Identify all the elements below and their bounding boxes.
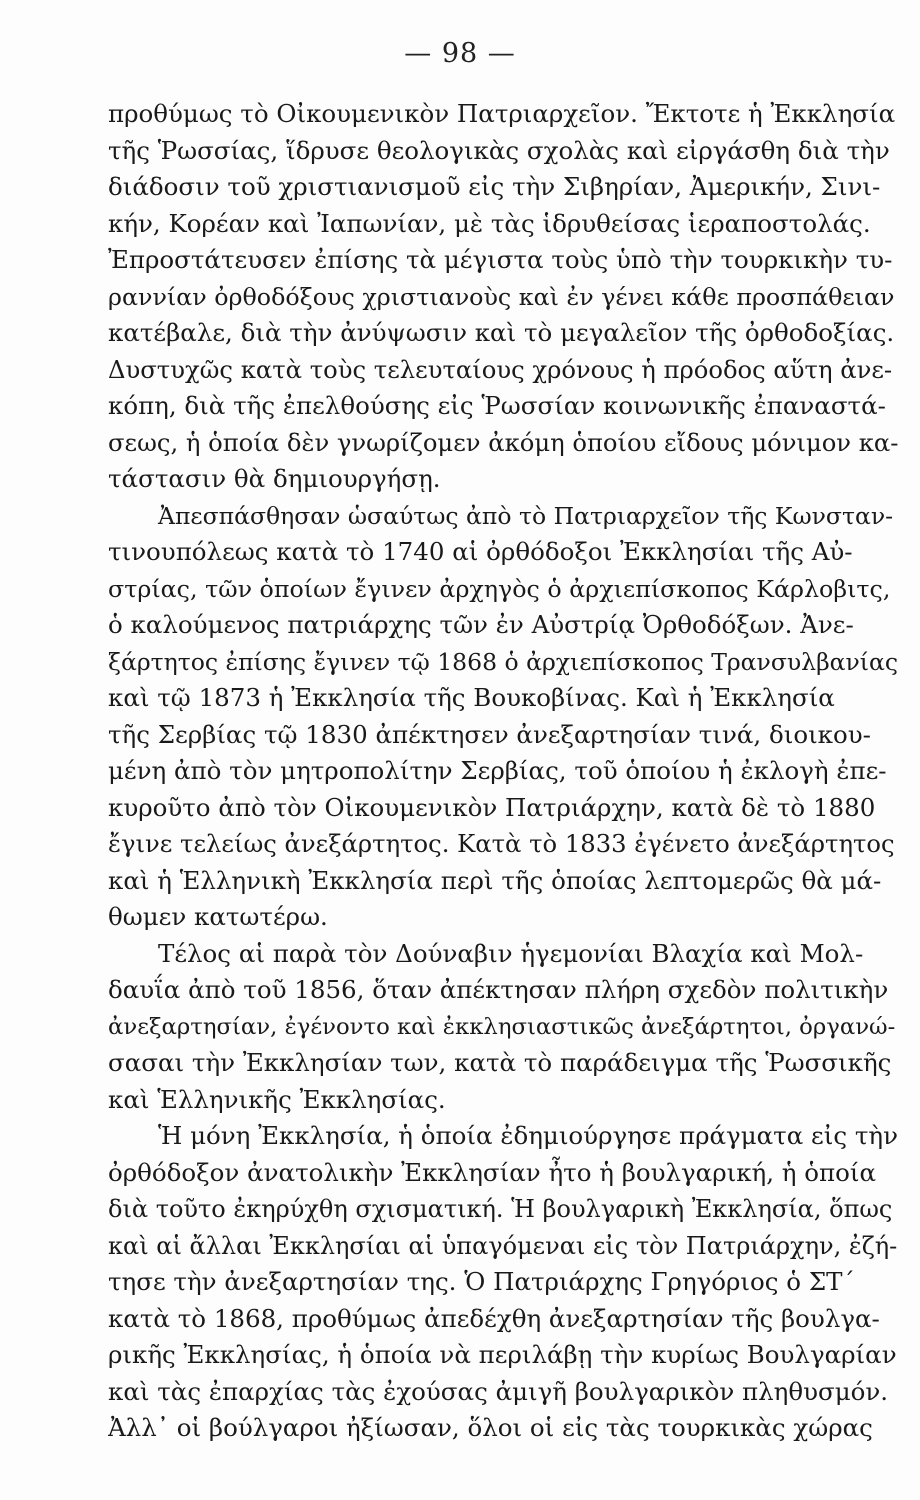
text-line: κατέβαλε, διὰ τὴν ἀνύψωσιν καὶ τὸ μεγαλεῖον τῆς ὀρθοδοξίας. <box>108 318 895 347</box>
text-line: ἀνεξαρτησίαν, ἐγένοντο καὶ ἐκκλησιαστικῶς ἀνεξάρτητοι, ὀργανώ- <box>108 1013 896 1040</box>
text-line: καὶ αἱ ἄλλαι Ἐκκλησίαι αἱ ὑπαγόμεναι εἰς τὸν Πατριάρχην, ἐζή- <box>108 1231 898 1260</box>
paragraph-3 <box>108 936 898 1119</box>
text-line: διὰ τοῦτο ἐκηρύχθη σχισματική. Ἡ βουλγαρικὴ Ἐκκλησία, ὅπως <box>108 1195 893 1223</box>
text-line: σασαι τὴν Ἐκκλησίαν των, κατὰ τὸ παράδειγμα τῆς Ῥωσσικῆς <box>108 1048 892 1077</box>
text-line: δαυΐα ἀπὸ τοῦ 1856, ὅταν ἀπέκτησαν πλήρη σχεδὸν πολιτικὴν <box>108 975 889 1004</box>
text-line: κόπη, διὰ τῆς ἐπελθούσης εἰς Ῥωσσίαν κοινωνικῆς ἐπαναστά- <box>108 391 886 420</box>
text-line: Ἀπεσπάσθησαν ὡσαύτως ἀπὸ τὸ Πατριαρχεῖον τῆς Κωνσταν- <box>158 501 894 530</box>
text-line: τῆς Ῥωσσίας, ἵδρυσε θεολογικὰς σχολὰς καὶ εἰργάσθη διὰ τὴν <box>108 135 890 165</box>
text-line: κατὰ τὸ 1868, προθύμως ἀπεδέχθη ἀνεξαρτησίαν τῆς βουλγα- <box>108 1303 880 1333</box>
text-line: στρίας, τῶν ὁποίων ἔγινεν ἀρχηγὸς ὁ ἀρχιεπίσκοπος Κάρλοβιτς, <box>108 574 891 603</box>
body-text <box>108 96 898 1447</box>
paragraph-2 <box>108 498 898 936</box>
text-line: ξάρτητος ἐπίσης ἔγινεν τῷ 1868 ὁ ἀρχιεπίσκοπος Τρανσυλβανίας <box>108 647 898 676</box>
text-line: Ἀλλ᾽ οἱ βούλγαροι ἠξίωσαν, ὅλοι οἱ εἰς τὰς τουρκικὰς χώρας <box>108 1413 873 1442</box>
text-line: ραννίαν ὀρθοδόξους χριστιανοὺς καὶ ἐν γένει κάθε προσπάθειαν <box>108 282 895 311</box>
text-line: τησε τὴν ἀνεξαρτησίαν της. Ὁ Πατριάρχης Γρηγόριος ὁ ΣΤ΄ <box>108 1267 855 1296</box>
text-line: Ἐπροστάτευσεν ἐπίσης τὰ μέγιστα τοὺς ὑπὸ τὴν τουρκικὴν τυ- <box>108 245 893 274</box>
text-line: ρικῆς Ἐκκλησίας, ἡ ὁποία νὰ περιλάβῃ τὴν κυρίως Βουλγαρίαν <box>108 1340 897 1369</box>
text-line: Ἡ μόνη Ἐκκλησία, ἡ ὁποία ἐδημιούργησε πράγματα εἰς τὴν <box>158 1121 898 1150</box>
text-line: διάδοσιν τοῦ χριστιανισμοῦ εἰς τὴν Σιβηρίαν, Ἀμερικήν, Σινι- <box>108 172 881 201</box>
text-line: ὁ καλούμενος πατριάρχης τῶν ἐν Αὐστρίᾳ Ὀρθοδόξων. Ἀνε- <box>108 610 854 639</box>
text-line: Τέλος αἱ παρὰ τὸν Δούναβιν ἡγεμονίαι Βλαχία καὶ Μολ- <box>158 938 864 968</box>
page-number: — 98 — <box>404 38 516 69</box>
text-line: τῆς Σερβίας τῷ 1830 ἀπέκτησεν ἀνεξαρτησίαν τινά, διοικου- <box>108 719 871 749</box>
text-line: σεως, ἡ ὁποία δὲν γνωρίζομεν ἀκόμη ὁποίου εἴδους μόνιμον κα- <box>108 427 898 457</box>
text-line: Δυστυχῶς κατὰ τοὺς τελευταίους χρόνους ἡ πρόοδος αὕτη ἀνε- <box>108 354 893 384</box>
text-line: μένη ἀπὸ τὸν μητροπολίτην Σερβίας, τοῦ ὁποίου ἡ ἐκλογὴ ἐπε- <box>108 756 887 785</box>
text-line: τάστασιν θὰ δημιουργήσῃ. <box>108 464 441 493</box>
text-line: προθύμως τὸ Οἰκουμενικὸν Πατριαρχεῖον. Ἔκτοτε ἡ Ἐκκλησία <box>108 99 896 128</box>
text-line: ὀρθόδοξον ἀνατολικὴν Ἐκκλησίαν ἦτο ἡ βουλγαρική, ἡ ὁποία <box>108 1157 877 1187</box>
text-line: θωμεν κατωτέρω. <box>108 902 328 931</box>
text-line: κήν, Κορέαν καὶ Ἰαπωνίαν, μὲ τὰς ἱδρυθείσας ἱεραποστολάς. <box>108 208 871 238</box>
paragraph-1 <box>108 96 898 498</box>
paragraph-4 <box>108 1118 898 1447</box>
text-line: κυροῦτο ἀπὸ τὸν Οἰκουμενικὸν Πατριάρχην, κατὰ δὲ τὸ 1880 <box>108 792 876 822</box>
text-line: ἔγινε τελείως ἀνεξάρτητος. Κατὰ τὸ 1833 ἐγένετο ἀνεξάρτητος <box>108 829 895 858</box>
text-line: τινουπόλεως κατὰ τὸ 1740 αἱ ὀρθόδοξοι Ἐκκλησίαι τῆς Αὐ- <box>108 537 853 566</box>
text-line: καὶ ἡ Ἑλληνικὴ Ἐκκλησία περὶ τῆς ὁποίας λεπτομερῶς θὰ μά- <box>108 865 882 895</box>
text-line: καὶ τὰς ἐπαρχίας τὰς ἐχούσας ἀμιγῆ βουλγαρικὸν πληθυσμόν. <box>108 1376 889 1406</box>
text-line: καὶ τῷ 1873 ἡ Ἐκκλησία τῆς Βουκοβίνας. Καὶ ἡ Ἐκκλησία <box>108 683 835 712</box>
text-line: καὶ Ἑλληνικῆς Ἐκκλησίας. <box>108 1084 446 1114</box>
